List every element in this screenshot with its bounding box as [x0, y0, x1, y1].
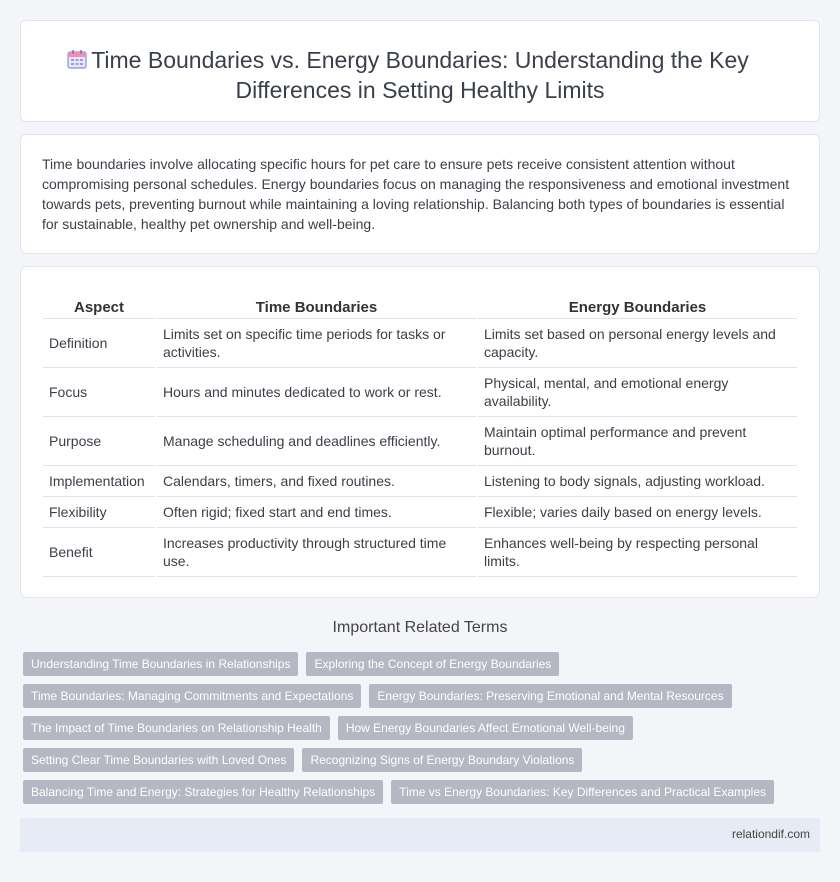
table-row — [43, 497, 797, 528]
row-energy-value: Limits set based on personal energy levels and capacity. — [478, 319, 797, 368]
row-aspect: Focus — [43, 368, 155, 417]
row-time-value: Often rigid; fixed start and end times. — [157, 497, 476, 528]
related-term-tag[interactable]: Understanding Time Boundaries in Relationships — [23, 652, 298, 676]
related-term-tag[interactable]: Energy Boundaries: Preserving Emotional and Mental Resources — [369, 684, 731, 708]
row-energy-value: Listening to body signals, adjusting workload. — [478, 466, 797, 497]
column-header-aspect: Aspect — [43, 297, 155, 319]
row-aspect: Definition — [43, 319, 155, 368]
related-term-tag[interactable]: The Impact of Time Boundaries on Relationship Health — [23, 716, 330, 740]
row-energy-value: Flexible; varies daily based on energy levels. — [478, 497, 797, 528]
table-row — [43, 319, 797, 368]
row-aspect: Benefit — [43, 528, 155, 577]
footer-site-name[interactable]: relationdif.com — [731, 827, 810, 841]
row-time-value: Manage scheduling and deadlines efficiently. — [157, 417, 476, 466]
related-term-tag[interactable]: Exploring the Concept of Energy Boundaries — [306, 652, 559, 676]
row-time-value: Hours and minutes dedicated to work or rest. — [157, 368, 476, 417]
related-term-tag[interactable]: Balancing Time and Energy: Strategies for Healthy Relationships — [23, 780, 383, 804]
row-aspect: Flexibility — [43, 497, 155, 528]
page-title: Time Boundaries vs. Energy Boundaries: Understanding the Key Differences in Setting Healthy Limits — [91, 47, 749, 103]
footer-bar — [20, 818, 820, 852]
row-time-value: Limits set on specific time periods for tasks or activities. — [157, 319, 476, 368]
related-terms-heading: Important Related Terms — [332, 619, 508, 636]
comparison-table-card — [20, 266, 820, 598]
row-energy-value: Enhances well-being by respecting personal limits. — [478, 528, 797, 577]
table-row — [43, 368, 797, 417]
related-terms-list — [23, 652, 803, 812]
column-header-energy: Energy Boundaries — [478, 297, 797, 319]
table-row — [43, 466, 797, 497]
related-term-tag[interactable]: Time vs Energy Boundaries: Key Differences and Practical Examples — [391, 780, 774, 804]
row-aspect: Purpose — [43, 417, 155, 466]
row-energy-value: Maintain optimal performance and prevent burnout. — [478, 417, 797, 466]
table-row — [43, 528, 797, 577]
related-term-tag[interactable]: Time Boundaries: Managing Commitments and Expectations — [23, 684, 361, 708]
header-card — [20, 20, 820, 122]
related-term-tag[interactable]: Recognizing Signs of Energy Boundary Violations — [302, 748, 582, 772]
intro-card — [20, 134, 820, 254]
comparison-table — [41, 297, 799, 577]
table-header-row — [43, 297, 797, 319]
row-energy-value: Physical, mental, and emotional energy availability. — [478, 368, 797, 417]
related-term-tag[interactable]: How Energy Boundaries Affect Emotional Well-being — [338, 716, 633, 740]
column-header-time: Time Boundaries — [157, 297, 476, 319]
related-term-tag[interactable]: Setting Clear Time Boundaries with Loved Ones — [23, 748, 294, 772]
row-time-value: Calendars, timers, and fixed routines. — [157, 466, 476, 497]
table-row — [43, 417, 797, 466]
row-aspect: Implementation — [43, 466, 155, 497]
intro-paragraph: Time boundaries involve allocating specific hours for pet care to ensure pets receive consistent attention without compromising personal schedules. Energy boundaries focus on managing the responsiveness and emotional investment towards pets, preventing burnout while maintaining a loving relationship. Balancing both types of boundaries is essential for sustainable, healthy pet ownership and well-being. — [42, 156, 790, 232]
row-time-value: Increases productivity through structured time use. — [157, 528, 476, 577]
